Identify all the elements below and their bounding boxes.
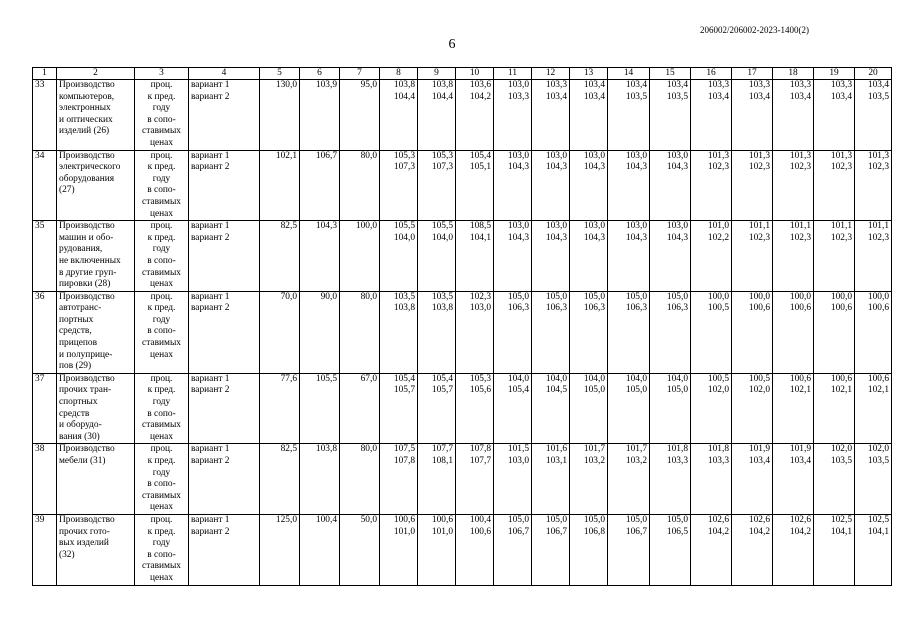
value-cell: 100,4 (300, 514, 340, 585)
value-cell: 105,0 106,7 (532, 514, 570, 585)
value-cell: 105,0 106,3 (570, 291, 608, 373)
variant-cell: вариант 1 вариант 2 (189, 373, 260, 444)
value-cell: 101,1 102,3 (732, 221, 773, 292)
value-cell: 102,0 103,5 (814, 444, 855, 515)
value-cell: 100,6 101,0 (418, 514, 456, 585)
value-cell: 95,0 (340, 80, 380, 151)
value-cell: 100,0 (340, 221, 380, 292)
value-cell: 102,1 (260, 150, 300, 221)
header-cell: 3 (135, 68, 189, 80)
value-cell: 101,1 102,3 (773, 221, 814, 292)
indicator-name-cell: Производство мебели (31) (57, 444, 135, 515)
value-cell: 101,3 102,3 (814, 150, 855, 221)
value-cell: 105,0 106,3 (494, 291, 532, 373)
indicator-name-cell: Производство прочих тран- спортных средств и оборудо- вания (30) (57, 373, 135, 444)
unit-cell: проц. к пред. году в сопо- ставимых ценах (135, 150, 189, 221)
header-cell: 8 (380, 68, 418, 80)
value-cell: 105,4 105,7 (418, 373, 456, 444)
value-cell: 101,9 103,4 (732, 444, 773, 515)
value-cell: 104,3 (300, 221, 340, 292)
header-cell: 6 (300, 68, 340, 80)
value-cell: 103,3 103,4 (691, 80, 732, 151)
value-cell: 101,6 103,1 (532, 444, 570, 515)
forecast-table (32, 67, 892, 586)
variant-cell: вариант 1 вариант 2 (189, 514, 260, 585)
value-cell: 104,0 105,4 (494, 373, 532, 444)
value-cell: 103,4 103,5 (855, 80, 892, 151)
value-cell: 107,5 107,8 (380, 444, 418, 515)
value-cell: 103,0 104,3 (608, 150, 650, 221)
table-row (33, 444, 892, 515)
table-row (33, 80, 892, 151)
value-cell: 100,6 102,1 (773, 373, 814, 444)
row-number-cell: 34 (33, 150, 57, 221)
value-cell: 104,0 105,0 (570, 373, 608, 444)
value-cell: 103,8 104,4 (380, 80, 418, 151)
value-cell: 50,0 (340, 514, 380, 585)
value-cell: 101,8 103,3 (691, 444, 732, 515)
value-cell: 77,6 (260, 373, 300, 444)
value-cell: 90,0 (300, 291, 340, 373)
value-cell: 101,7 103,2 (608, 444, 650, 515)
value-cell: 80,0 (340, 291, 380, 373)
table-row (33, 221, 892, 292)
value-cell: 130,0 (260, 80, 300, 151)
header-cell: 1 (33, 68, 57, 80)
indicator-name-cell: Производство машин и обо- рудования, не включенных в другие груп- пировки (28) (57, 221, 135, 292)
indicator-name-cell: Производство автотранс- портных средств, прицепов и полуприце- пов (29) (57, 291, 135, 373)
value-cell: 105,0 106,3 (532, 291, 570, 373)
value-cell: 105,5 104,0 (418, 221, 456, 292)
value-cell: 103,0 104,3 (494, 221, 532, 292)
value-cell: 67,0 (340, 373, 380, 444)
header-cell: 14 (608, 68, 650, 80)
value-cell: 103,0 104,3 (532, 150, 570, 221)
value-cell: 103,4 103,5 (650, 80, 691, 151)
value-cell: 103,3 103,4 (814, 80, 855, 151)
value-cell: 105,0 106,3 (608, 291, 650, 373)
variant-cell: вариант 1 вариант 2 (189, 221, 260, 292)
value-cell: 105,0 106,3 (650, 291, 691, 373)
value-cell: 105,3 105,6 (456, 373, 494, 444)
value-cell: 105,4 105,1 (456, 150, 494, 221)
value-cell: 101,1 102,3 (814, 221, 855, 292)
value-cell: 103,0 104,3 (570, 221, 608, 292)
row-number-cell: 35 (33, 221, 57, 292)
value-cell: 101,5 103,0 (494, 444, 532, 515)
value-cell: 101,0 102,2 (691, 221, 732, 292)
header-cell: 11 (494, 68, 532, 80)
value-cell: 105,4 105,7 (380, 373, 418, 444)
value-cell: 103,0 103,3 (494, 80, 532, 151)
value-cell: 103,0 104,3 (494, 150, 532, 221)
header-cell: 4 (189, 68, 260, 80)
table-row (33, 150, 892, 221)
value-cell: 103,5 103,8 (380, 291, 418, 373)
table-row (33, 291, 892, 373)
unit-cell: проц. к пред. году в сопо- ставимых ценах (135, 514, 189, 585)
value-cell: 105,0 106,7 (494, 514, 532, 585)
value-cell: 102,5 104,1 (814, 514, 855, 585)
variant-cell: вариант 1 вариант 2 (189, 150, 260, 221)
header-cell: 5 (260, 68, 300, 80)
value-cell: 100,0 100,6 (855, 291, 892, 373)
value-cell: 103,3 103,4 (732, 80, 773, 151)
value-cell: 105,0 106,5 (650, 514, 691, 585)
row-number-cell: 33 (33, 80, 57, 151)
value-cell: 103,9 (300, 80, 340, 151)
header-cell: 17 (732, 68, 773, 80)
value-cell: 100,0 100,5 (691, 291, 732, 373)
value-cell: 100,6 102,1 (855, 373, 892, 444)
value-cell: 103,0 104,3 (570, 150, 608, 221)
unit-cell: проц. к пред. году в сопо- ставимых ценах (135, 373, 189, 444)
table-body (33, 68, 892, 586)
value-cell: 107,7 108,1 (418, 444, 456, 515)
value-cell: 125,0 (260, 514, 300, 585)
row-number-cell: 36 (33, 291, 57, 373)
value-cell: 105,5 (300, 373, 340, 444)
value-cell: 103,4 103,4 (570, 80, 608, 151)
header-cell: 13 (570, 68, 608, 80)
value-cell: 108,5 104,1 (456, 221, 494, 292)
value-cell: 103,8 (300, 444, 340, 515)
value-cell: 102,6 104,2 (773, 514, 814, 585)
value-cell: 107,8 107,7 (456, 444, 494, 515)
document-id: 206002/206002-2023-1400(2) (700, 25, 809, 35)
unit-cell: проц. к пред. году в сопо- ставимых ценах (135, 221, 189, 292)
value-cell: 102,6 104,2 (732, 514, 773, 585)
row-number-cell: 37 (33, 373, 57, 444)
value-cell: 101,3 102,3 (855, 150, 892, 221)
header-cell: 12 (532, 68, 570, 80)
header-cell: 20 (855, 68, 892, 80)
value-cell: 102,3 103,0 (456, 291, 494, 373)
header-cell: 2 (57, 68, 135, 80)
value-cell: 102,6 104,2 (691, 514, 732, 585)
value-cell: 100,5 102,0 (732, 373, 773, 444)
value-cell: 104,0 105,0 (608, 373, 650, 444)
value-cell: 103,0 104,3 (650, 150, 691, 221)
value-cell: 105,3 107,3 (380, 150, 418, 221)
value-cell: 105,5 104,0 (380, 221, 418, 292)
variant-cell: вариант 1 вариант 2 (189, 291, 260, 373)
value-cell: 101,9 103,4 (773, 444, 814, 515)
table-row (33, 373, 892, 444)
value-cell: 101,3 102,3 (732, 150, 773, 221)
value-cell: 100,6 102,1 (814, 373, 855, 444)
header-row (33, 68, 892, 80)
value-cell: 103,0 104,3 (650, 221, 691, 292)
value-cell: 101,7 103,2 (570, 444, 608, 515)
value-cell: 103,8 104,4 (418, 80, 456, 151)
header-cell: 10 (456, 68, 494, 80)
value-cell: 100,0 100,6 (814, 291, 855, 373)
value-cell: 103,5 103,8 (418, 291, 456, 373)
value-cell: 101,8 103,3 (650, 444, 691, 515)
header-cell: 16 (691, 68, 732, 80)
value-cell: 105,0 106,8 (570, 514, 608, 585)
value-cell: 105,3 107,3 (418, 150, 456, 221)
page-number: 6 (448, 37, 456, 52)
value-cell: 101,3 102,3 (773, 150, 814, 221)
value-cell: 100,0 100,6 (732, 291, 773, 373)
variant-cell: вариант 1 вариант 2 (189, 444, 260, 515)
header-cell: 19 (814, 68, 855, 80)
value-cell: 70,0 (260, 291, 300, 373)
value-cell: 103,3 103,4 (532, 80, 570, 151)
unit-cell: проц. к пред. году в сопо- ставимых ценах (135, 80, 189, 151)
value-cell: 101,3 102,3 (691, 150, 732, 221)
value-cell: 82,5 (260, 221, 300, 292)
value-cell: 102,5 104,1 (855, 514, 892, 585)
header-cell: 9 (418, 68, 456, 80)
value-cell: 105,0 106,7 (608, 514, 650, 585)
row-number-cell: 39 (33, 514, 57, 585)
variant-cell: вариант 1 вариант 2 (189, 80, 260, 151)
value-cell: 101,1 102,3 (855, 221, 892, 292)
value-cell: 103,6 104,2 (456, 80, 494, 151)
value-cell: 100,5 102,0 (691, 373, 732, 444)
value-cell: 104,0 105,0 (650, 373, 691, 444)
row-number-cell: 38 (33, 444, 57, 515)
indicator-name-cell: Производство компьютеров, электронных и оптических изделий (26) (57, 80, 135, 151)
value-cell: 103,4 103,5 (608, 80, 650, 151)
value-cell: 80,0 (340, 444, 380, 515)
value-cell: 104,0 104,5 (532, 373, 570, 444)
value-cell: 82,5 (260, 444, 300, 515)
value-cell: 100,4 100,6 (456, 514, 494, 585)
indicator-name-cell: Производство прочих гото- вых изделий (32) (57, 514, 135, 585)
indicator-name-cell: Производство электрического оборудования (27) (57, 150, 135, 221)
unit-cell: проц. к пред. году в сопо- ставимых ценах (135, 444, 189, 515)
header-cell: 7 (340, 68, 380, 80)
table-row (33, 514, 892, 585)
header-cell: 15 (650, 68, 691, 80)
value-cell: 100,6 101,0 (380, 514, 418, 585)
value-cell: 103,3 103,4 (773, 80, 814, 151)
value-cell: 103,0 104,3 (532, 221, 570, 292)
value-cell: 100,0 100,6 (773, 291, 814, 373)
value-cell: 102,0 103,5 (855, 444, 892, 515)
value-cell: 80,0 (340, 150, 380, 221)
value-cell: 106,7 (300, 150, 340, 221)
value-cell: 103,0 104,3 (608, 221, 650, 292)
unit-cell: проц. к пред. году в сопо- ставимых ценах (135, 291, 189, 373)
header-cell: 18 (773, 68, 814, 80)
